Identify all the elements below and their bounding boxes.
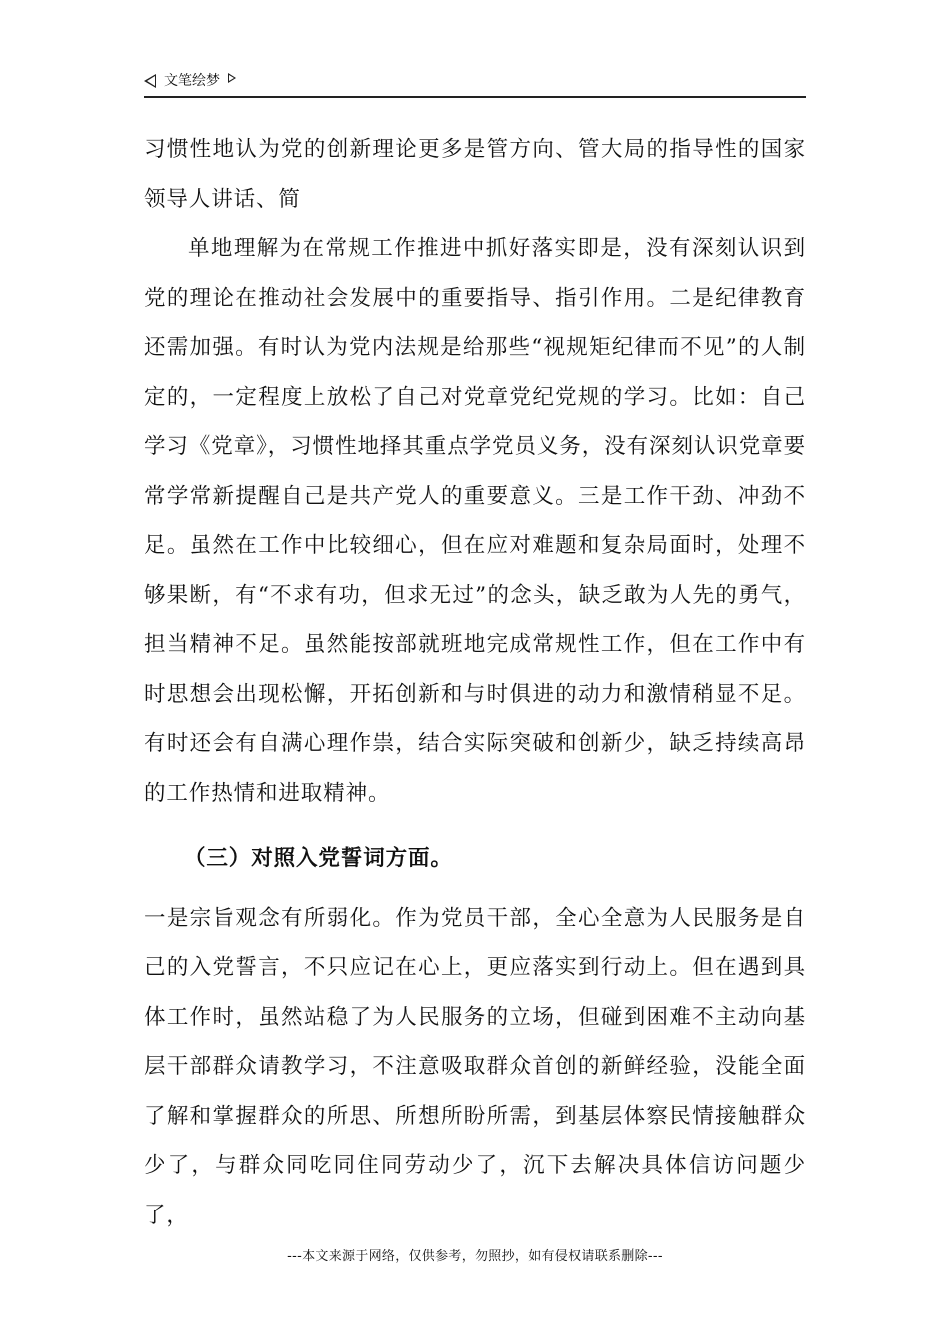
paragraph-3: 一是宗旨观念有所弱化。作为党员干部，全心全意为人民服务是自己的入党誓言，不只应记在心上，更应落实到行动上。但在遇到具体工作时，虽然站稳了为人民服务的立场，但碰到困难不主动向基层干部群众请教学习，不注意吸取群众首创的新鲜经验，没能全面了解和掌握群众的所思、所想所盼所需，到基层体察民情接触群众少了，与群众同吃同住同劳动少了，沉下去解决具体信访问题少了， (144, 905, 806, 1228)
page-header (144, 70, 806, 98)
triangle-left-outline-icon (144, 74, 156, 88)
triangle-right-outline-icon (228, 73, 236, 83)
paragraph-1: 习惯性地认为党的创新理论更多是管方向、管大局的指导性的国家领导人讲话、简 (144, 137, 806, 212)
header-brand: 文笔绘梦 (164, 73, 220, 89)
header-brand-row (144, 72, 236, 90)
document-body (144, 125, 806, 1240)
section-heading: （三）对照入党誓词方面。 (184, 846, 453, 871)
paragraph-2: 单地理解为在常规工作推进中抓好落实即是，没有深刻认识到党的理论在推动社会发展中的重要指导、指引作用。二是纪律教育还需加强。有时认为党内法规是给那些“视规矩纪律而不见”的人制定的，一定程度上放松了自己对党章党纪党规的学习。比如：自己学习《党章》，习惯性地择其重点学党员义务，没有深刻认识党章要常学常新提醒自己是共产党人的重要意义。三是工作干劲、冲劲不足。虽然在工作中比较细心，但在应对难题和复杂局面时，处理不够果断，有“不求有功，但求无过”的念头，缺乏敢为人先的勇气，担当精神不足。虽然能按部就班地完成常规性工作，但在工作中有时思想会出现松懈，开拓创新和与时俱进的动力和激情稍显不足。有时还会有自满心理作祟，结合实际突破和创新少，缺乏持续高昂的工作热情和进取精神。 (144, 236, 806, 806)
page-footer-notice: ---本文来源于网络，仅供参考，勿照抄，如有侵权请联系删除--- (287, 1249, 663, 1264)
